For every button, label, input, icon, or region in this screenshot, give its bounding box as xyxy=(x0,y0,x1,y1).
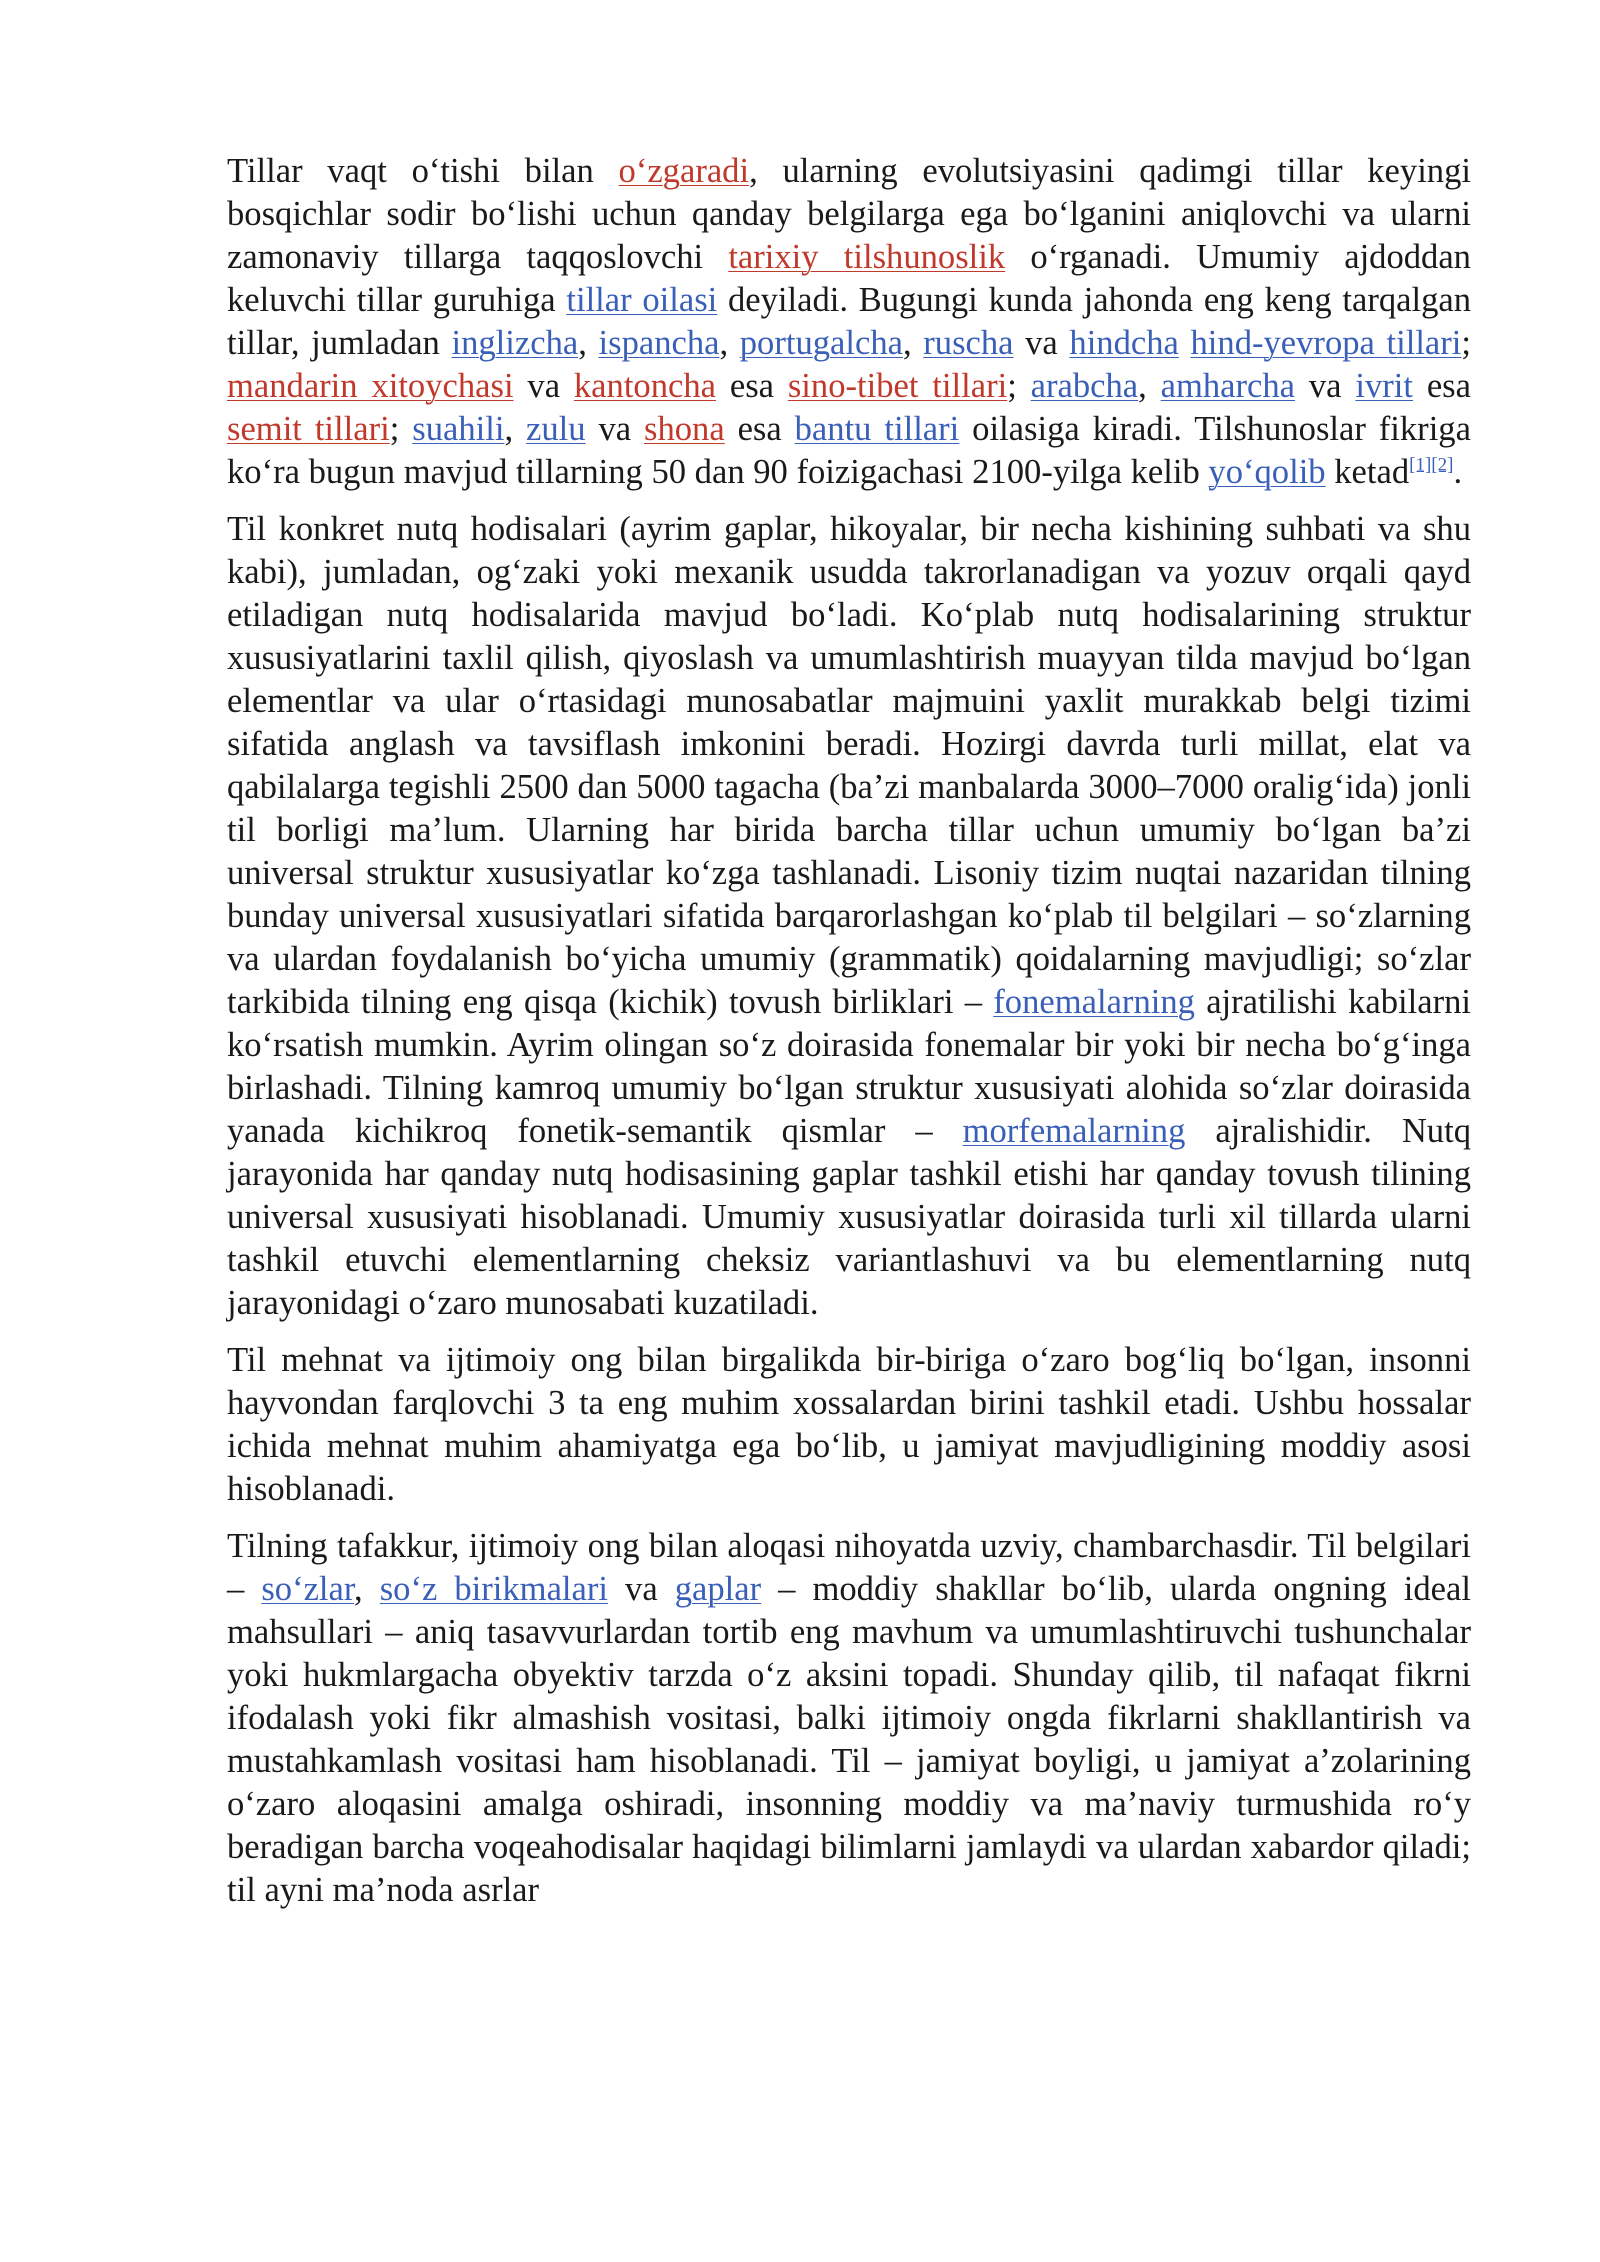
link-o-zgaradi[interactable]: o‘zgaradi xyxy=(618,152,750,190)
text-run: . xyxy=(1453,453,1463,491)
link-fonemalarning[interactable]: fonemalarning xyxy=(993,983,1195,1021)
link-portugalcha[interactable]: portugalcha xyxy=(739,324,903,362)
text-run: ajralishidir. Nutq jarayonida har qanday nutq hodisasining gaplar tashkil etishi har qanday tovush tilining universal xususiyati hisoblanadi. Umumiy xususiyatlar doirasida turli xil tillarda ularni tashkil etuvchi elementlarning cheksiz variantlashuvi va bu elementlarning nutq jarayonidagi o‘zaro munosabati kuzatiladi. xyxy=(227,1112,1471,1322)
paragraph-4 xyxy=(227,1525,1471,1912)
link-hind-yevropa-tillari[interactable]: hind-yevropa tillari xyxy=(1190,324,1462,362)
link-shona[interactable]: shona xyxy=(644,410,725,448)
reference-link-1[interactable]: [1] xyxy=(1409,454,1432,476)
text-run: esa xyxy=(724,410,795,448)
text-run: esa xyxy=(1412,367,1471,405)
link-bantu-tillari[interactable]: bantu tillari xyxy=(794,410,960,448)
link-so-z-birikmalari[interactable]: so‘z birikmalari xyxy=(379,1570,608,1608)
link-kantoncha[interactable]: kantoncha xyxy=(573,367,716,405)
link-semit-tillari[interactable]: semit tillari xyxy=(227,410,390,448)
text-run: ; xyxy=(1007,367,1031,405)
reference-link-2[interactable]: [2] xyxy=(1431,454,1454,476)
text-run: va xyxy=(585,410,644,448)
text-run: oilasiga kiradi. Tilshunoslar fikriga ko‘ra bugun mavjud tillarning 50 dan 90 foizigachasi 2100-yilga kelib xyxy=(227,410,1471,491)
text-run xyxy=(1179,324,1191,362)
reference-superscript xyxy=(1431,454,1453,475)
link-arabcha[interactable]: arabcha xyxy=(1030,367,1139,405)
link-gaplar[interactable]: gaplar xyxy=(674,1570,762,1608)
link-ivrit[interactable]: ivrit xyxy=(1355,367,1413,405)
link-morfemalarning[interactable]: morfemalarning xyxy=(962,1112,1186,1150)
link-suahili[interactable]: suahili xyxy=(412,410,505,448)
text-run: Tillar vaqt o‘tishi bilan xyxy=(227,152,619,190)
text-run: , xyxy=(719,324,740,362)
text-run: esa xyxy=(716,367,788,405)
text-run: Tilning tafakkur, ijtimoiy ong bilan aloqasi nihoyatda uzviy, chambarchasdir. Til belgilari – xyxy=(227,1527,1471,1608)
paragraph-1 xyxy=(227,150,1471,494)
link-mandarin-xitoychasi[interactable]: mandarin xitoychasi xyxy=(227,367,514,405)
text-run: va xyxy=(513,367,574,405)
text-run: va xyxy=(1295,367,1356,405)
text-run: , xyxy=(354,1570,380,1608)
link-amharcha[interactable]: amharcha xyxy=(1160,367,1296,405)
text-run: ; xyxy=(1461,324,1472,362)
text-run: , xyxy=(504,410,526,448)
document-body xyxy=(227,150,1471,1926)
text-run: deyiladi. Bugungi kunda jahonda eng keng tarqalgan tillar, jumladan xyxy=(227,281,1471,362)
text-run: ketad xyxy=(1325,453,1410,491)
text-run: va xyxy=(608,1570,675,1608)
link-inglizcha[interactable]: inglizcha xyxy=(451,324,579,362)
link-zulu[interactable]: zulu xyxy=(526,410,586,448)
text-run: ; xyxy=(389,410,413,448)
link-hindcha[interactable]: hindcha xyxy=(1069,324,1179,362)
paragraph-2 xyxy=(227,508,1471,1325)
text-run: o‘rganadi. Umumiy ajdoddan keluvchi tillar guruhiga xyxy=(227,238,1471,319)
text-run: va xyxy=(1013,324,1070,362)
link-ruscha[interactable]: ruscha xyxy=(923,324,1014,362)
link-yo-qolib[interactable]: yo‘qolib xyxy=(1208,453,1326,491)
link-so-zlar[interactable]: so‘zlar xyxy=(261,1570,355,1608)
text-run: Til mehnat va ijtimoiy ong bilan birgalikda bir-biriga o‘zaro bog‘liq bo‘lgan, insonni hayvondan farqlovchi 3 ta eng muhim xossalardan birini tashkil etadi. Ushbu hossalar ichida mehnat muhim ahamiyatga ega bo‘lib, u jamiyat mavjudligining moddiy asosi hisoblanadi. xyxy=(227,1341,1471,1508)
text-run: , xyxy=(902,324,924,362)
text-run: – moddiy shakllar bo‘lib, ularda ongning ideal mahsullari – aniq tasavvurlardan tortib eng mavhum va umumlashtiruvchi tushunchalar yoki hukmlargacha obyektiv tarzda o‘z aksini topadi. Shunday qilib, til nafaqat fikrni ifodalash yoki fikr almashish vositasi, balki ijtimoiy ongda fikrlarni shakllantirish va mustahkamlash vositasi ham hisoblanadi. Til – jamiyat boyligi, u jamiyat a’zolarining o‘zaro aloqasini amalga oshiradi, insonning moddiy va ma’naviy turmushida ro‘y beradigan barcha voqeahodisalar haqidagi bilimlarni jamlaydi va ulardan xabardor qiladi; til ayni ma’noda asrlar xyxy=(227,1570,1471,1909)
text-run: Til konkret nutq hodisalari (ayrim gaplar, hikoyalar, bir necha kishining suhbati va shu kabi), jumladan, og‘zaki yoki mexanik usudda takrorlanadigan va yozuv orqali qayd etiladigan nutq hodisalarida mavjud bo‘ladi. Ko‘plab nutq hodisalarining struktur xususiyatlarini taxlil qilish, qiyoslash va umumlashtirish muayyan tilda mavjud bo‘lgan elementlar va ular o‘rtasidagi munosabatlar majmuini yaxlit murakkab belgi tizimi sifatida anglash va tavsiflash imkonini beradi. Hozirgi davrda turli millat, elat va qabilalarga tegishli 2500 dan 5000 tagacha (ba’zi manbalarda 3000–7000 oralig‘ida) jonli til borligi ma’lum. Ularning har birida barcha tillar uchun umumiy bo‘lgan ba’zi universal struktur xususiyatlar ko‘zga tashlanadi. Lisoniy tizim nuqtai nazaridan tilning bunday universal xususiyatlari sifatida barqarorlashgan ko‘plab til belgilari – so‘zlarning va ulardan foydalanish bo‘yicha umumiy (grammatik) qoidalarning mavjudligi; so‘zlar tarkibida tilning eng qisqa (kichik) tovush birliklari – xyxy=(227,510,1471,1021)
paragraph-3 xyxy=(227,1339,1471,1511)
link-ispancha[interactable]: ispancha xyxy=(598,324,720,362)
link-sino-tibet-tillari[interactable]: sino-tibet tillari xyxy=(787,367,1008,405)
text-run: , ularning evolutsiyasini qadimgi tillar keyingi bosqichlar sodir bo‘lishi uchun qanday belgilarga ega bo‘lganini aniqlovchi va ularni zamonaviy tillarga taqqoslovchi xyxy=(227,152,1471,276)
text-run: , xyxy=(1138,367,1161,405)
link-tillar-oilasi[interactable]: tillar oilasi xyxy=(566,281,718,319)
link-tarixiy-tilshunoslik[interactable]: tarixiy tilshunoslik xyxy=(728,238,1006,276)
text-run: ajratilishi kabilarni ko‘rsatish mumkin. Ayrim olingan so‘z doirasida fonemalar bir yoki bir necha bo‘g‘inga birlashadi. Tilning kamroq umumiy bo‘lgan struktur xususiyati alohida so‘zlar doirasida yanada kichikroq fonetik-semantik qismlar – xyxy=(227,983,1471,1150)
reference-superscript xyxy=(1409,454,1431,475)
text-run: , xyxy=(578,324,599,362)
